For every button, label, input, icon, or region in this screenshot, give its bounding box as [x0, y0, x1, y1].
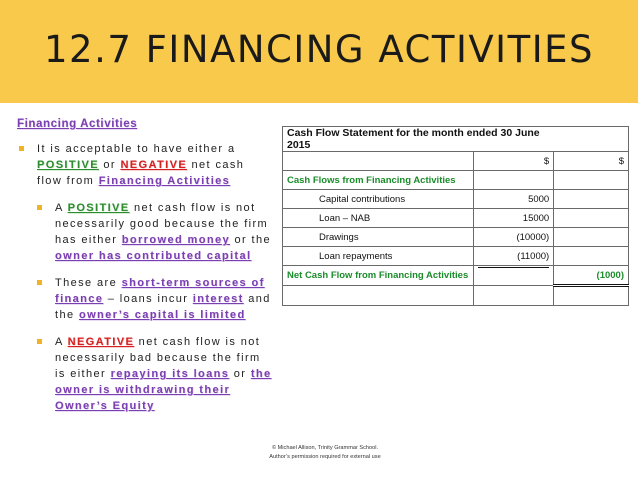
- owner-withdrawing-keyword: the owner is withdrawing their Owner’s Equity: [55, 368, 272, 412]
- slide-title: 12.7 FINANCING ACTIVITIES: [44, 28, 594, 71]
- negative-keyword: NEGATIVE: [120, 159, 188, 171]
- bullet-text: and the: [55, 293, 271, 321]
- sub-bullet-short-term: [35, 275, 272, 323]
- empty-cell: [474, 171, 554, 190]
- row-label: Drawings: [283, 228, 474, 247]
- bullet-text: or: [229, 368, 251, 380]
- table-title-row: [283, 127, 629, 152]
- table-title: Cash Flow Statement for the month ended 30 June 2015: [283, 127, 554, 152]
- table-row: [283, 209, 629, 228]
- empty-cell: [554, 209, 629, 228]
- bullet-marker-icon: [37, 280, 42, 285]
- empty-cell: [554, 286, 629, 306]
- repaying-loans-keyword: repaying its loans: [110, 368, 230, 380]
- table-row: [283, 190, 629, 209]
- bullet-text: or: [98, 159, 121, 171]
- borrowed-money-keyword: borrowed money: [121, 234, 230, 246]
- bullet-panel: [17, 118, 272, 414]
- bullet-main: [17, 141, 272, 189]
- copyright-line: © Michael Allison, Trinity Grammar School.: [271, 445, 379, 451]
- net-label: Net Cash Flow from Financing Activities: [283, 266, 474, 286]
- row-label: Loan – NAB: [283, 209, 474, 228]
- sub-bullet-positive: [35, 200, 272, 264]
- negative-keyword: NEGATIVE: [67, 336, 135, 348]
- capital-limited-keyword: owner’s capital is limited: [78, 309, 246, 321]
- empty-cell: [474, 286, 554, 306]
- financing-activities-keyword: Financing Activities: [98, 175, 231, 187]
- sub-bullet-negative: [35, 334, 272, 414]
- net-value: (1000): [554, 266, 629, 286]
- net-cash-flow-row: [283, 266, 629, 286]
- bullet-text: or the: [230, 234, 271, 246]
- bullet-text: A: [55, 336, 68, 348]
- bullet-text: These are: [55, 277, 122, 289]
- copyright-footer: [252, 444, 398, 462]
- bullet-text: net cash flow is not necessarily good because the firm has either: [55, 202, 269, 246]
- row-label: Capital contributions: [283, 190, 474, 209]
- section-heading: Financing Activities: [17, 118, 138, 130]
- currency-header: $: [554, 152, 629, 171]
- currency-header: $: [474, 152, 554, 171]
- bullet-marker-icon: [37, 339, 42, 344]
- bullet-text: A: [55, 202, 68, 214]
- cash-flow-table: [282, 126, 629, 306]
- permission-line: Author’s permission required for external use: [269, 454, 381, 460]
- empty-cell: [283, 286, 474, 306]
- currency-header-row: [283, 152, 629, 171]
- table-row: [283, 228, 629, 247]
- empty-cell: [554, 228, 629, 247]
- bullet-text: net cash flow from: [37, 159, 245, 187]
- table-row: [283, 247, 629, 266]
- bullet-marker-icon: [19, 146, 24, 151]
- bullet-text: – loans incur: [103, 293, 193, 305]
- empty-cell: [554, 127, 629, 152]
- row-amount: (11000): [474, 247, 554, 266]
- bullet-marker-icon: [37, 205, 42, 210]
- owner-contributed-keyword: owner has contributed capital: [55, 250, 252, 262]
- empty-cell: [554, 247, 629, 266]
- interest-keyword: interest: [192, 293, 244, 305]
- bullet-text: net cash flow is not necessarily bad because the firm is either: [55, 336, 261, 380]
- row-amount: 5000: [474, 190, 554, 209]
- empty-cell: [474, 266, 554, 286]
- empty-cell: [554, 171, 629, 190]
- row-amount: 15000: [474, 209, 554, 228]
- positive-keyword: POSITIVE: [67, 202, 130, 214]
- blank-row: [283, 286, 629, 306]
- short-term-keyword: short-term sources of finance: [55, 277, 265, 305]
- section-label: Cash Flows from Financing Activities: [283, 171, 474, 190]
- empty-cell: [554, 190, 629, 209]
- row-label: Loan repayments: [283, 247, 474, 266]
- empty-cell: [283, 152, 474, 171]
- section-row: [283, 171, 629, 190]
- positive-keyword: POSITIVE: [37, 159, 99, 171]
- row-amount: (10000): [474, 228, 554, 247]
- bullet-text: It is acceptable to have either a: [37, 143, 236, 155]
